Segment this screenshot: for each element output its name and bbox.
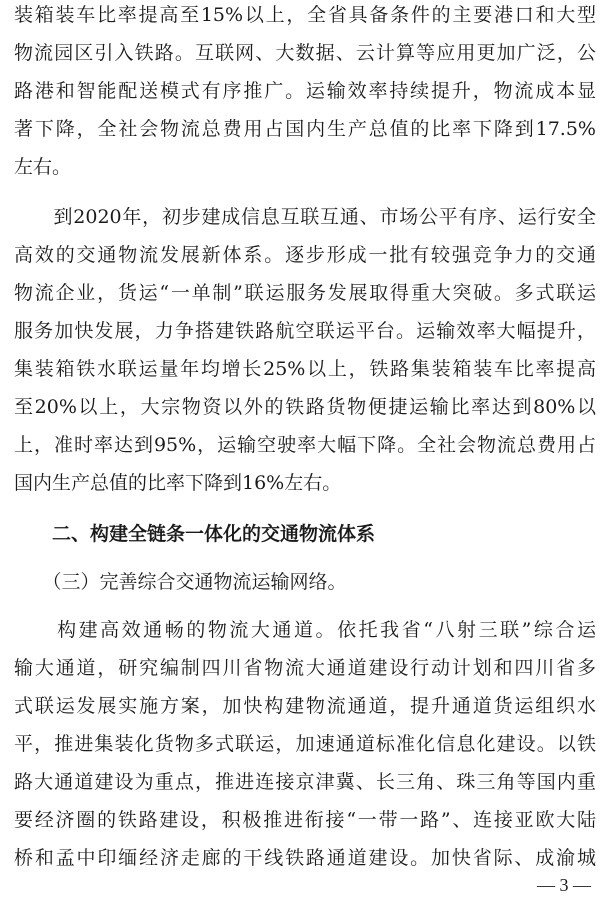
- text-line: 上，准时率达到95%，运输空驶率大幅下降。全社会物流总费用占: [14, 434, 596, 456]
- text-line: 桥和孟中印缅经济走廊的干线铁路通道建设。加快省际、成渝城: [14, 847, 596, 869]
- text-line: 路大通道建设为重点，推进连接京津冀、长三角、珠三角等国内重: [14, 771, 596, 793]
- text-line: 输大通道，研究编制四川省物流大通道建设行动计划和四川省多: [14, 657, 596, 679]
- text-line: 至20%以上，大宗物资以外的铁路货物便捷运输比率达到80%以: [14, 396, 596, 418]
- text-line: 物流园区引入铁路。互联网、大数据、云计算等应用更加广泛，公: [14, 42, 596, 64]
- text-line: 平，推进集装化货物多式联运，加速通道标准化信息化建设。以铁: [14, 733, 596, 755]
- text-line: 物流企业，货运“一单制”联运服务发展取得重大突破。多式联运: [14, 282, 596, 304]
- text-line: 到2020年，初步建成信息互联互通、市场公平有序、运行安全: [14, 206, 596, 228]
- text-line: 路港和智能配送模式有序推广。运输效率持续提升，物流成本显: [14, 80, 596, 102]
- subsection-heading: （三）完善综合交通物流运输网络。: [14, 571, 347, 593]
- text-line: 著下降，全社会物流总费用占国内生产总值的比率下降到17.5%: [14, 118, 596, 140]
- text-line: 左右。: [14, 156, 72, 178]
- page-number: — 3 —: [537, 875, 591, 895]
- text-line: 高效的交通物流发展新体系。逐步形成一批有较强竞争力的交通: [14, 244, 596, 266]
- text-line: 要经济圈的铁路建设，积极推进衔接“一带一路”、连接亚欧大陆: [14, 809, 596, 831]
- text-line: 集装箱铁水联运量年均增长25%以上，铁路集装箱装车比率提高: [14, 358, 596, 380]
- text-line: 服务加快发展，力争搭建铁路航空联运平台。运输效率大幅提升，: [14, 320, 596, 342]
- text-line: 国内生产总值的比率下降到16%左右。: [14, 472, 342, 494]
- text-line: 构建高效通畅的物流大通道。依托我省“八射三联”综合运: [14, 619, 596, 641]
- text-line: 式联运发展实施方案，加快构建物流通道，提升通道货运组织水: [14, 695, 596, 717]
- text-line: 装箱装车比率提高至15%以上，全省具备条件的主要港口和大型: [14, 4, 596, 26]
- section-heading: 二、构建全链条一体化的交通物流体系: [14, 523, 376, 545]
